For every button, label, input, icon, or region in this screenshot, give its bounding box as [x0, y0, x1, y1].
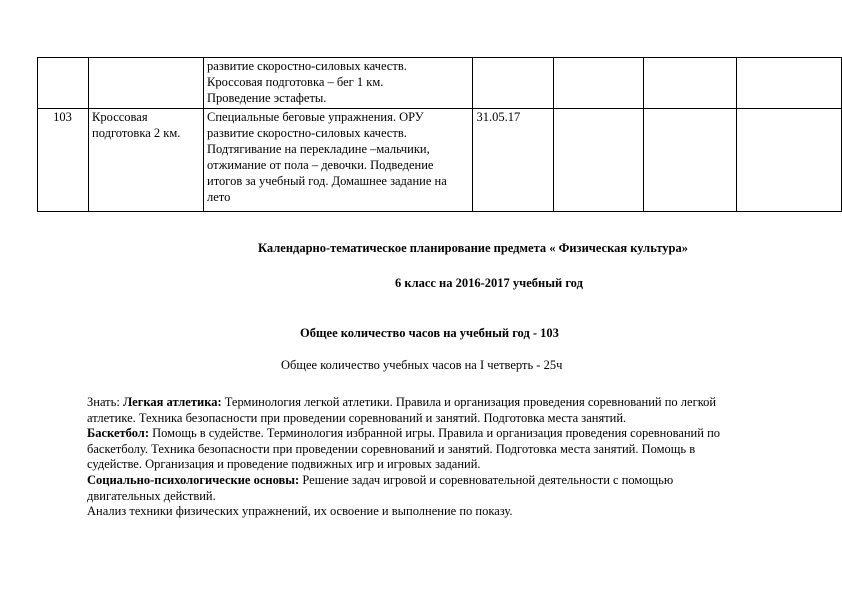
lesson-date: 31.05.17 [476, 110, 521, 124]
content-line: Проведение эстафеты. [207, 91, 327, 105]
lesson-number-cell [38, 109, 89, 212]
section-label-athletics: Легкая атлетика: [122, 395, 222, 409]
content-line: Кроссовая подготовка – бег 1 км. [207, 75, 384, 89]
lesson-content-cell [204, 58, 473, 109]
content-line: отжимание от пола – девочки. Подведение [207, 158, 434, 172]
paragraph-basketball: Баскетбол: Помощь в судействе. Терминология избранной игры. Правила и организация проведения соревнований по [87, 426, 721, 441]
content-line: Подтягивание на перекладине –мальчики, [207, 142, 430, 156]
requirements-text [87, 395, 720, 520]
plan-title: Календарно-тематическое планирование предмета « Физическая культура» [258, 241, 689, 255]
text-line: двигательных действий. [87, 488, 216, 503]
empty-cell [644, 58, 736, 109]
lesson-topic-cell [89, 109, 204, 212]
table-row [38, 58, 842, 109]
empty-cell [553, 58, 644, 109]
text-line: баскетболу. Техника безопасности при проведении соревнований и занятий. Подготовка места занятий. Помощь в [87, 441, 696, 456]
total-hours-title: Общее количество часов на учебный год - 103 [300, 326, 559, 340]
lesson-date-cell [473, 109, 553, 212]
empty-cell [553, 109, 644, 212]
topic-line: Кроссовая [92, 110, 148, 124]
text-line: судействе. Организация и проведение подвижных игр и игровых заданий. [87, 457, 481, 472]
section-label-basketball: Баскетбол: [87, 426, 149, 441]
text-line: атлетике. Техника безопасности при проведении соревнований и занятий. Подготовка места занятий. [87, 410, 627, 425]
content-line: развитие скоростно-силовых качеств. [207, 59, 407, 73]
content-line: итогов за учебный год. Домашнее задание на [207, 174, 447, 188]
section-label-psychology: Социально-психологические основы: [87, 472, 300, 487]
empty-cell [736, 109, 841, 212]
text-line: Анализ техники физических упражнений, их освоение и выполнение по показу. [87, 504, 513, 519]
paragraph-athletics: Знать: Легкая атлетика: Терминология легкой атлетики. Правила и организация проведения соревнований по легкой [87, 395, 717, 409]
table-row [38, 109, 842, 212]
class-year-title: 6 класс на 2016-2017 учебный год [395, 276, 583, 290]
empty-cell [644, 109, 736, 212]
empty-cell [736, 58, 841, 109]
content-line: лето [207, 190, 231, 204]
paragraph-psychology: Социально-психологические основы: Решение задач игровой и соревновательной деятельности с помощью [87, 472, 674, 487]
lesson-number: 103 [53, 110, 72, 124]
lesson-date-cell [473, 58, 553, 109]
lesson-topic-cell [89, 58, 204, 109]
lesson-content-cell [204, 109, 473, 212]
quarter-hours-line: Общее количество учебных часов на I четверть - 25ч [281, 358, 563, 372]
lesson-table [37, 57, 842, 212]
content-line: Специальные беговые упражнения. ОРУ [207, 110, 424, 124]
content-line: развитие скоростно-силовых качеств. [207, 126, 407, 140]
lesson-number-cell [38, 58, 89, 109]
topic-line: подготовка 2 км. [92, 126, 181, 140]
